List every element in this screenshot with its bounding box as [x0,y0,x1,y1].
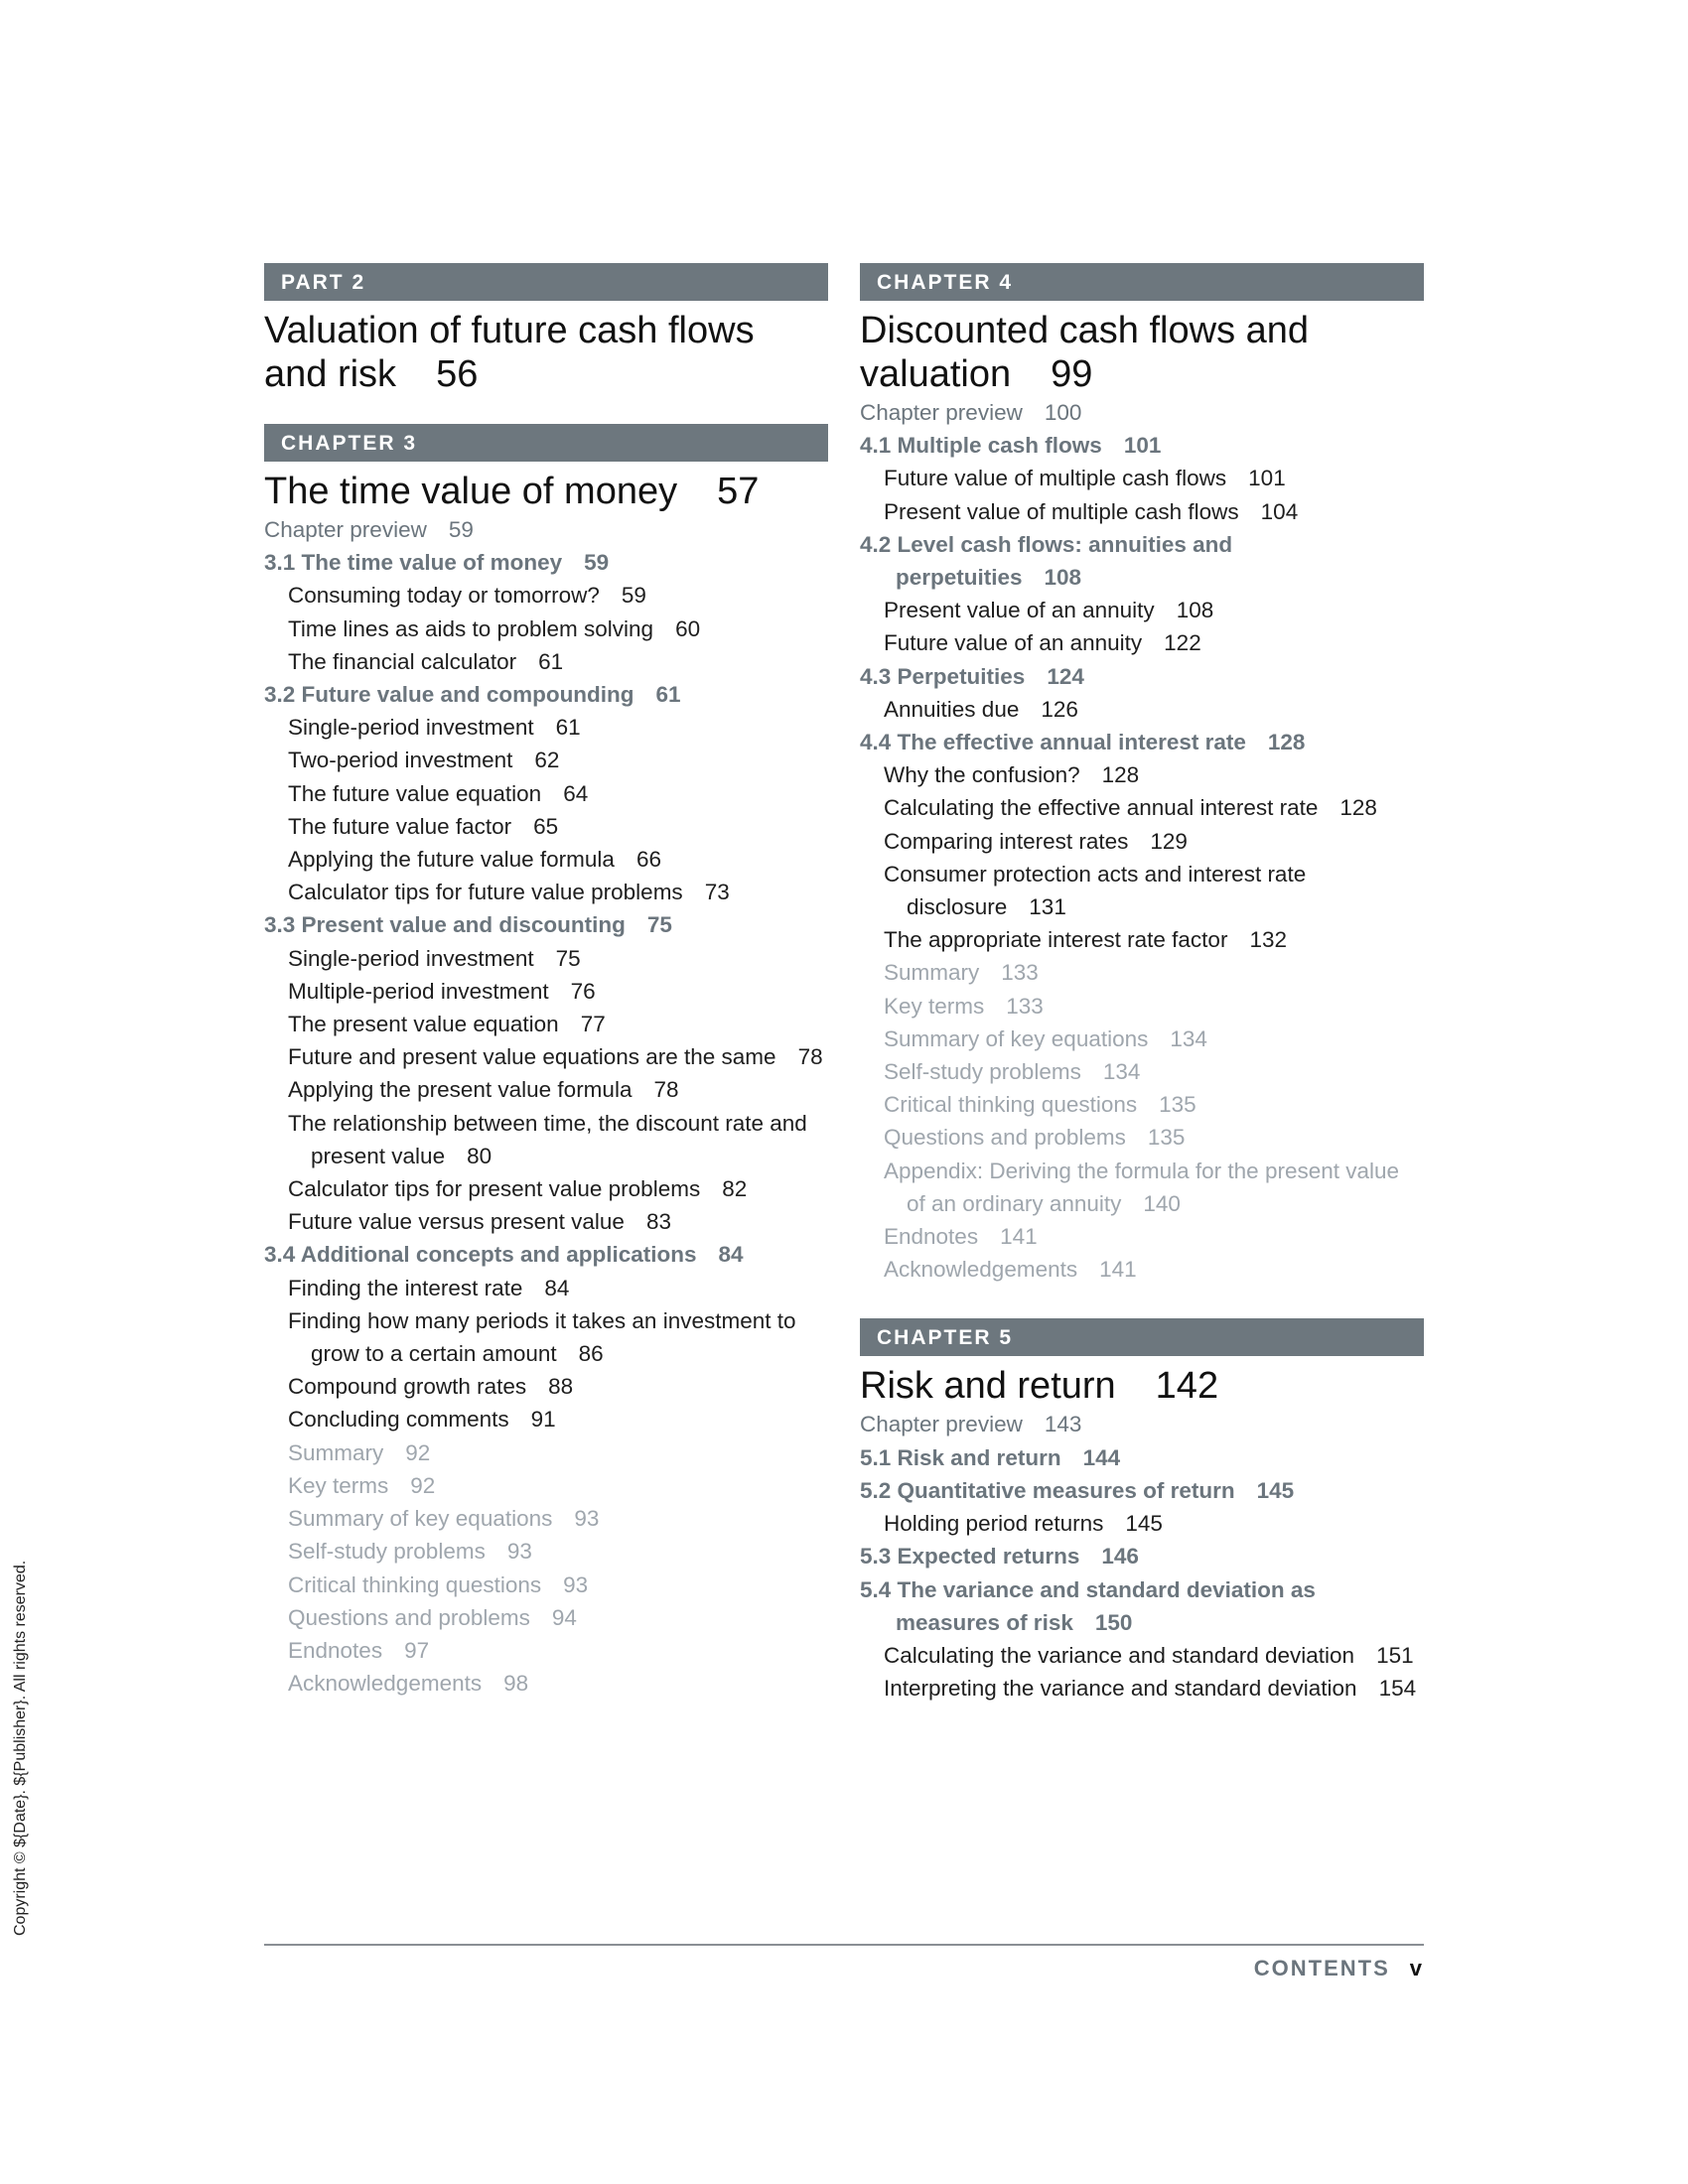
toc-entry-page: 104 [1260,498,1299,524]
toc-entry [860,858,1424,923]
toc-entry-page: 92 [405,1439,431,1465]
toc-entry [860,1155,1424,1220]
toc-entry-page: 75 [646,912,672,938]
toc-entry-title: Questions and problems [288,1604,530,1630]
toc-entry [860,1474,1424,1507]
chapter-4-bar: CHAPTER 4 [860,263,1424,301]
toc-entry-title: Future and present value equations are the same [288,1044,776,1070]
toc-entry-page: 77 [580,1012,606,1037]
toc-entry-page: 65 [533,813,559,839]
toc-entry-title: 4.1 Multiple cash flows [860,433,1102,459]
toc-entry-page: 64 [563,780,589,806]
toc-entry-title: Finding the interest rate [288,1275,523,1300]
toc-entry [860,626,1424,659]
toc-entry [264,1403,828,1435]
toc-entry-title: Chapter preview [860,1412,1023,1437]
toc-entry-page: 135 [1147,1125,1186,1151]
toc-entry-page: 92 [410,1472,436,1498]
toc-entry-page: 59 [621,583,646,609]
toc-entry-page: 144 [1082,1444,1121,1470]
toc-entry-page: 151 [1376,1642,1414,1668]
toc-entry-page: 61 [555,715,581,741]
toc-entry [264,810,828,843]
toc-entry-page: 141 [1099,1257,1137,1283]
toc-entry-page: 80 [467,1143,492,1168]
toc-entry-title: Future value of an annuity [884,630,1143,656]
toc-entry [860,1253,1424,1286]
toc-entry-title: 3.4 Additional concepts and applications [264,1242,697,1268]
toc-entry [264,744,828,776]
toc-entry [264,1172,828,1205]
toc-entry-title: The present value equation [288,1012,559,1037]
toc-entry-title: Single-period investment [288,945,534,971]
toc-entry-page: 62 [534,748,560,773]
part-2-title-line2: and risk [264,353,397,395]
footer-page-number: v [1409,1956,1422,1980]
toc-entry-title: Acknowledgements [884,1257,1078,1283]
toc-entry-page: 108 [1176,598,1214,623]
toc-entry-page: 97 [404,1637,430,1663]
toc-entry [860,956,1424,989]
toc-entry-page: 133 [1006,993,1044,1019]
toc-entry [264,1272,828,1304]
toc-entry-page: 78 [797,1044,823,1070]
toc-entry [264,777,828,810]
toc-entry-title: Summary of key equations [288,1506,553,1532]
toc-entry-page: 150 [1094,1609,1133,1635]
toc-entry-page: 84 [718,1242,744,1268]
toc-entry-title: Two-period investment [288,748,513,773]
toc-entry-page: 145 [1125,1511,1163,1537]
toc-entry [264,1634,828,1667]
chapter-4-entries [860,396,1424,1286]
part-2-page: 56 [436,353,479,395]
toc-entry-page: 84 [544,1275,570,1300]
toc-entry-title: 5.1 Risk and return [860,1444,1061,1470]
toc-entry [264,1040,828,1073]
toc-entry [264,1667,828,1700]
toc-entry [860,1540,1424,1572]
toc-entry [264,1008,828,1040]
toc-entry-title: The future value factor [288,813,512,839]
toc-entry [264,613,828,645]
toc-entry-title: Summary [884,960,980,986]
chapter-5-page: 142 [1155,1365,1219,1408]
toc-entry [264,579,828,612]
toc-entry-title: 3.1 The time value of money [264,550,563,576]
toc-entry-page: 134 [1102,1059,1141,1085]
toc-entry [860,594,1424,626]
toc-entry-title: 5.2 Quantitative measures of return [860,1477,1235,1503]
toc-entry [860,1573,1424,1639]
toc-entry-title: Single-period investment [288,715,534,741]
toc-entry [860,693,1424,726]
toc-entry-title: Summary [288,1439,384,1465]
toc-entry-page: 141 [1000,1224,1038,1250]
toc-entry-title: Future value versus present value [288,1209,625,1235]
toc-entry-page: 78 [653,1077,679,1103]
toc-entry [860,528,1424,594]
chapter-5-title [860,1364,1424,1408]
toc-entry [264,711,828,744]
toc-entry [264,678,828,711]
toc-entry [860,495,1424,528]
toc-entry-page: 98 [503,1671,529,1697]
toc-entry [860,791,1424,824]
chapter-3-title [264,470,828,513]
toc-entry-title: Calculating the effective annual interest rate [884,795,1319,821]
toc-entry-page: 133 [1001,960,1039,986]
toc-entry-page: 143 [1044,1412,1082,1437]
toc-entry-title: Key terms [288,1472,389,1498]
toc-entry-page: 132 [1249,927,1287,953]
toc-entry-page: 108 [1044,565,1082,591]
toc-entry-title: Time lines as aids to problem solving [288,615,654,641]
toc-entry-title: Questions and problems [884,1125,1126,1151]
toc-entry-title: 5.3 Expected returns [860,1544,1080,1570]
toc-entry-title: Why the confusion? [884,762,1080,788]
chapter-5-title-text: Risk and return [860,1365,1116,1408]
toc-entry-title: Applying the present value formula [288,1077,633,1103]
chapter-4-page: 99 [1051,353,1093,395]
toc-entry-title: The relationship between time, the discount rate and present value [288,1110,807,1168]
part-2-bar: PART 2 [264,263,828,301]
toc-entry-page: 154 [1378,1676,1417,1702]
toc-entry-title: Consuming today or tomorrow? [288,583,600,609]
toc-entry-page: 128 [1267,730,1306,755]
footer-label: CONTENTS [1253,1956,1390,1980]
toc-entry [264,843,828,876]
toc-entry [264,975,828,1008]
toc-entry [860,1672,1424,1705]
toc-entry [264,1107,828,1172]
toc-entry-title: 4.2 Level cash flows: annuities and perpetuities [860,531,1233,591]
toc-entry-title: Key terms [884,993,985,1019]
chapter-4-title-line2: valuation [860,353,1012,395]
toc-entry-title: Chapter preview [860,400,1023,425]
toc-entry-title: Consumer protection acts and interest rate disclosure [884,861,1307,920]
toc-entry-title: Critical thinking questions [884,1092,1138,1118]
toc-entry-page: 86 [578,1341,604,1367]
toc-entry-title: Acknowledgements [288,1671,483,1697]
toc-entry-page: 93 [574,1506,600,1532]
toc-entry [264,546,828,579]
toc-entry-page: 101 [1123,433,1162,459]
toc-entry [264,876,828,908]
toc-entry-title: Endnotes [288,1637,383,1663]
toc-entry-page: 61 [538,648,564,674]
toc-entry-title: Holding period returns [884,1511,1104,1537]
toc-entry [860,660,1424,693]
toc-entry-page: 134 [1170,1025,1207,1051]
toc-entry-title: Calculator tips for present value problems [288,1176,701,1202]
toc-entry [860,1639,1424,1672]
toc-entry-title: Chapter preview [264,517,427,542]
toc-entry-title: Summary of key equations [884,1025,1149,1051]
toc-entry [860,1023,1424,1055]
toc-entry-title: Endnotes [884,1224,979,1250]
chapter-3-page: 57 [717,471,760,512]
toc-entry-page: 128 [1101,762,1140,788]
toc-entry-title: Compound growth rates [288,1374,527,1400]
toc-entry-title: Future value of multiple cash flows [884,466,1227,491]
toc-entry-page: 140 [1143,1190,1181,1216]
toc-entry [264,908,828,941]
toc-entry-title: Self-study problems [288,1539,486,1565]
toc-entry-page: 93 [506,1539,532,1565]
toc-entry-title: The future value equation [288,780,542,806]
toc-entry-title: 3.2 Future value and compounding [264,682,634,708]
toc-entry [264,1469,828,1502]
toc-entry-page: 129 [1150,828,1188,854]
toc-entry [860,1408,1424,1440]
toc-entry [860,1220,1424,1253]
toc-entry [264,942,828,975]
toc-entry-title: Multiple-period investment [288,978,549,1004]
toc-entry [264,1601,828,1634]
toc-entry-page: 82 [722,1176,748,1202]
toc-entry [264,513,828,546]
toc-entry-page: 94 [551,1604,577,1630]
toc-entry-title: Concluding comments [288,1407,509,1433]
toc-entry [860,1441,1424,1474]
toc-entry-page: 75 [555,945,581,971]
toc-entry-page: 76 [570,978,596,1004]
toc-entry-page: 59 [448,517,474,542]
toc-entry-page: 91 [530,1407,556,1433]
toc-left-column [264,263,828,1700]
chapter-3-entries [264,513,828,1700]
toc-entry [860,1055,1424,1088]
toc-entry-page: 61 [655,682,681,708]
toc-entry [860,1121,1424,1154]
toc-entry-page: 88 [548,1374,574,1400]
toc-entry-page: 100 [1044,400,1082,425]
toc-entry-title: Calculating the variance and standard deviation [884,1642,1355,1668]
chapter-4-title [860,309,1424,396]
toc-entry-page: 59 [584,550,610,576]
toc-entry [264,645,828,678]
part-2-title [264,309,828,396]
toc-entry-title: Present value of multiple cash flows [884,498,1239,524]
toc-right-column [860,263,1424,1705]
toc-entry [860,758,1424,791]
chapter-5-entries [860,1408,1424,1705]
toc-entry [860,429,1424,462]
toc-entry [264,1436,828,1469]
toc-entry-page: 135 [1159,1092,1196,1118]
toc-entry-title: The appropriate interest rate factor [884,927,1228,953]
toc-entry [860,396,1424,429]
toc-entry [860,462,1424,494]
toc-entry-title: Applying the future value formula [288,847,615,873]
toc-entry-page: 124 [1047,663,1084,689]
toc-entry-page: 60 [675,615,701,641]
toc-entry-title: 3.3 Present value and discounting [264,912,626,938]
toc-entry-page: 93 [563,1571,589,1597]
toc-entry-title: Calculator tips for future value problems [288,880,683,905]
toc-entry-page: 145 [1256,1477,1295,1503]
toc-entry-title: Self-study problems [884,1059,1081,1085]
toc-entry [860,1088,1424,1121]
toc-entry-title: Comparing interest rates [884,828,1129,854]
toc-entry [264,1370,828,1403]
toc-entry-title: Annuities due [884,696,1020,722]
toc-entry-title: Interpreting the variance and standard deviation [884,1676,1357,1702]
part-2-title-line1: Valuation of future cash flows [264,310,755,351]
chapter-5-bar: CHAPTER 5 [860,1318,1424,1356]
toc-entry [264,1304,828,1370]
toc-entry-page: 101 [1248,466,1286,491]
toc-entry-page: 66 [635,847,661,873]
toc-entry-page: 83 [645,1209,671,1235]
toc-entry-title: Finding how many periods it takes an investment to grow to a certain amount [288,1307,796,1367]
toc-entry-title: 4.3 Perpetuities [860,663,1026,689]
toc-entry [860,825,1424,858]
toc-entry [860,1507,1424,1540]
toc-entry-title: 5.4 The variance and standard deviation as measures of risk [860,1576,1316,1635]
toc-entry [264,1569,828,1601]
chapter-3-title-text: The time value of money [264,471,678,512]
toc-entry [264,1238,828,1271]
toc-entry-page: 146 [1101,1544,1139,1570]
toc-entry-page: 73 [704,880,730,905]
copyright-note: Copyright © ${Date}. ${Publisher}. All rights reserved. [12,1560,29,1936]
toc-entry-page: 131 [1029,894,1066,920]
toc-entry-title: Critical thinking questions [288,1571,542,1597]
toc-entry-title: Present value of an annuity [884,598,1155,623]
toc-entry [860,726,1424,758]
toc-entry-page: 126 [1041,696,1078,722]
footer [1254,1956,1422,1981]
toc-entry [860,923,1424,956]
chapter-4-title-line1: Discounted cash flows and [860,310,1310,351]
toc-entry [264,1073,828,1106]
toc-entry-title: 4.4 The effective annual interest rate [860,730,1246,755]
toc-entry-page: 128 [1339,795,1377,821]
chapter-3-bar: CHAPTER 3 [264,424,828,462]
footer-rule [264,1944,1424,1946]
toc-entry-title: The financial calculator [288,648,517,674]
toc-entry-title: Appendix: Deriving the formula for the present value of an ordinary annuity [884,1158,1400,1216]
toc-entry [860,990,1424,1023]
toc-entry [264,1535,828,1568]
toc-entry-page: 122 [1164,630,1201,656]
toc-entry [264,1502,828,1535]
toc-entry [264,1205,828,1238]
